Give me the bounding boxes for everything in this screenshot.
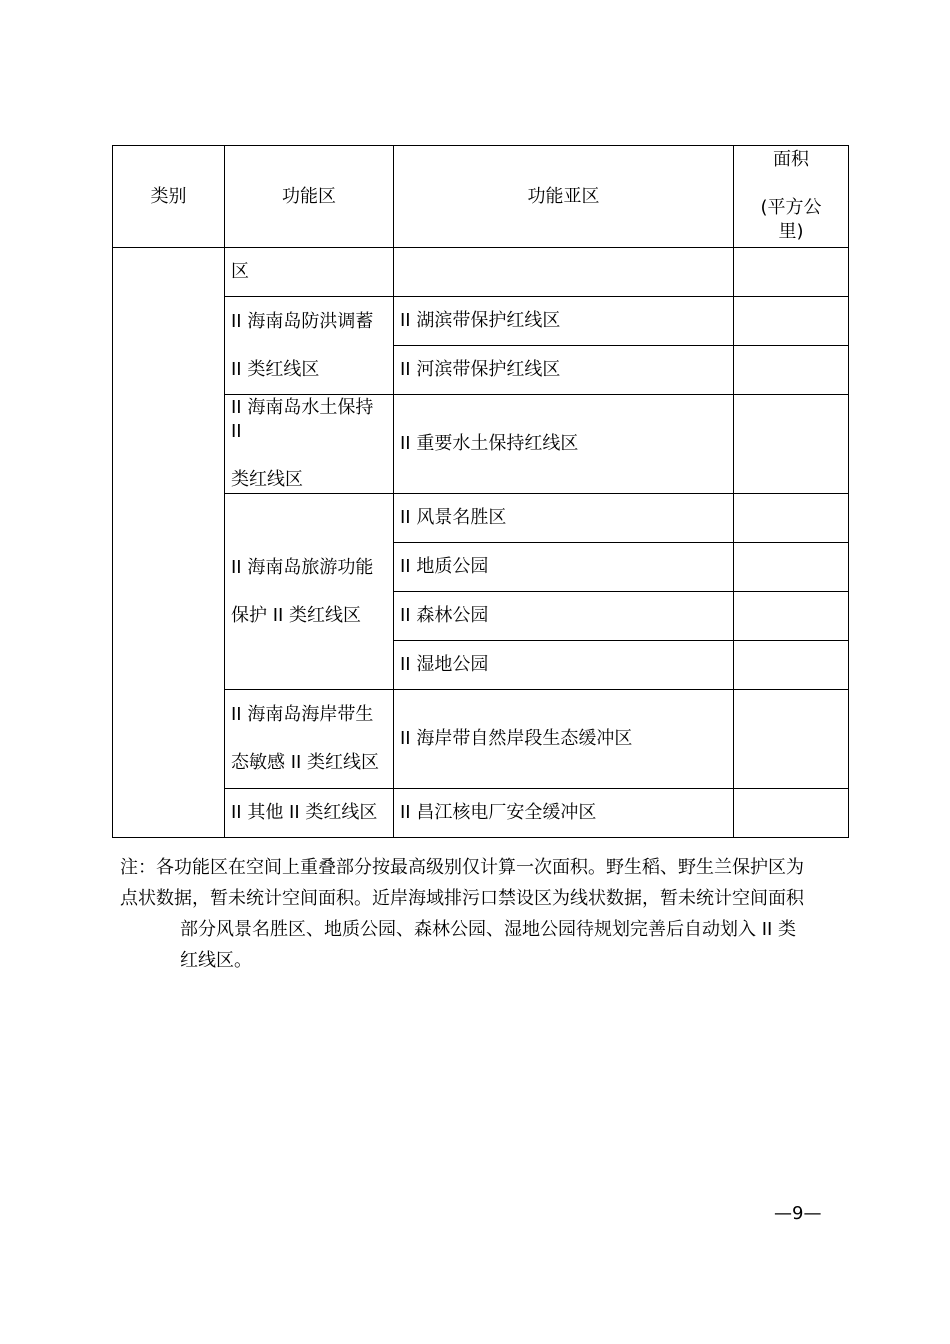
subzone-cell: II 重要水土保持红线区 (394, 395, 734, 494)
header-area-line3: 里) (778, 221, 804, 242)
subzone-cell: II 河滨带保护红线区 (394, 346, 734, 395)
subzone-cell: II 湖滨带保护红线区 (394, 297, 734, 346)
category-cell-empty (113, 248, 225, 838)
area-cell (734, 395, 849, 494)
zone-cell-soil: II 海南岛水土保持 II 类红线区 (225, 395, 394, 494)
zone-cell-tourism: II 海南岛旅游功能 保护 II 类红线区 (225, 494, 394, 690)
note-line: 点状数据，暂未统计空间面积。近岸海域排污口禁设区为线状数据，暂未统计空间面积 (120, 888, 804, 909)
subzone-cell: II 地质公园 (394, 543, 734, 592)
area-cell (734, 543, 849, 592)
note-line: 红线区。 (180, 950, 252, 971)
area-cell (734, 248, 849, 297)
zone-cell-other: II 其他 II 类红线区 (225, 789, 394, 838)
table-row (113, 248, 849, 297)
note-line: 部分风景名胜区、地质公园、森林公园、湿地公园待规划完善后自动划入 II 类 (180, 919, 797, 940)
area-cell (734, 641, 849, 690)
header-area-line1: 面积 (773, 149, 809, 170)
subzone-cell-empty (394, 248, 734, 297)
area-cell (734, 494, 849, 543)
redline-table (112, 145, 849, 838)
page-number: —9— (774, 1203, 822, 1224)
subzone-cell: II 湿地公园 (394, 641, 734, 690)
table-note (120, 852, 852, 976)
subzone-cell: II 森林公园 (394, 592, 734, 641)
area-cell (734, 297, 849, 346)
note-line: 注：各功能区在空间上重叠部分按最高级别仅计算一次面积。野生稻、野生兰保护区为 (120, 857, 804, 878)
subzone-cell: II 海岸带自然岸段生态缓冲区 (394, 690, 734, 789)
subzone-cell: II 昌江核电厂安全缓冲区 (394, 789, 734, 838)
area-cell (734, 346, 849, 395)
area-cell (734, 592, 849, 641)
subzone-cell: II 风景名胜区 (394, 494, 734, 543)
zone-cell-coast: II 海南岛海岸带生 态敏感 II 类红线区 (225, 690, 394, 789)
area-cell (734, 789, 849, 838)
header-category: 类别 (113, 146, 225, 248)
header-zone: 功能区 (225, 146, 394, 248)
zone-cell: 区 (225, 248, 394, 297)
header-area-line2: (平方公 (760, 197, 822, 218)
zone-cell-flood: II 海南岛防洪调蓄 II 类红线区 (225, 297, 394, 395)
table-header-row (113, 146, 849, 248)
header-area (734, 146, 849, 248)
header-subzone: 功能亚区 (394, 146, 734, 248)
area-cell (734, 690, 849, 789)
